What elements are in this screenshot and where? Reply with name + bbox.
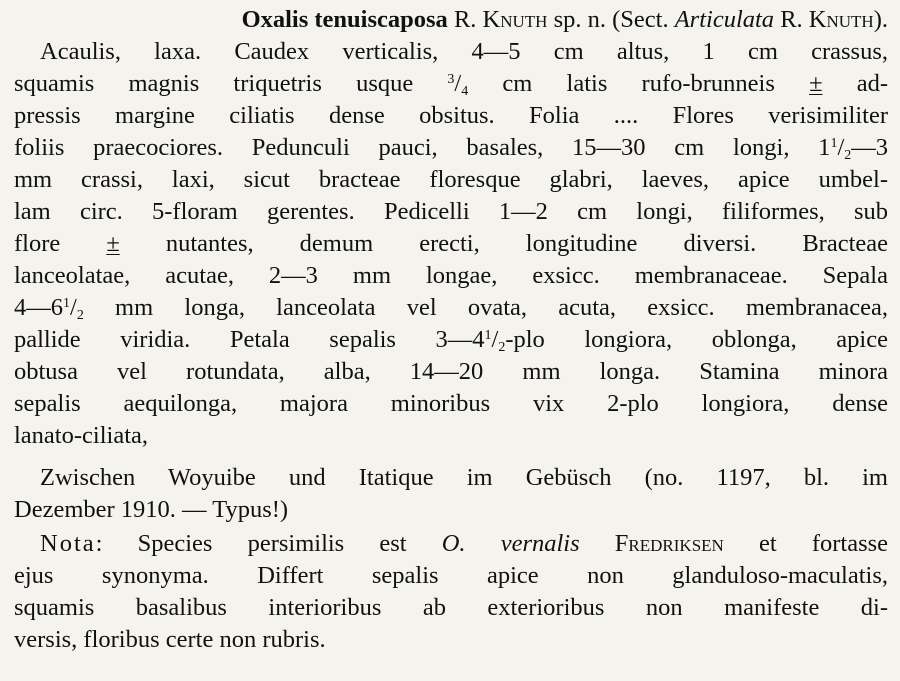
nota-line: versis, floribus certe non rubris. (14, 626, 326, 653)
nota-line: ejus synonyma. Differt sepalis apice non glanduloso-maculatis, (14, 562, 888, 589)
compared-species: O. vernalis (441, 530, 580, 557)
section-name: Articulata (674, 6, 775, 33)
section-author: Knuth (808, 6, 874, 33)
species-name: Oxalis tenuiscaposa (241, 6, 448, 33)
description-line: lanato-ciliata, (14, 422, 148, 449)
description-line: flore ± nutantes, demum erecti, longitudine diversi. Bracteae (14, 230, 888, 257)
description-line: lam circ. 5-floram gerentes. Pedicelli 1—2 cm longi, filiformes, sub (14, 198, 888, 225)
description-line: obtusa vel rotundata, alba, 14—20 mm longa. Stamina minora (14, 358, 888, 385)
description-line: pressis margine ciliatis dense obsitus. Folia .... Flores verisimiliter (14, 102, 888, 129)
locality-line: Zwischen Woyuibe und Itatique im Gebüsch (no. 1197, bl. im (40, 464, 888, 491)
locality-line: Dezember 1910. — Typus!) (14, 496, 289, 523)
description-line: squamis magnis triquetris usque $^3/_4$ cm latis rufo-brunneis ± ad- (14, 70, 889, 99)
nota-line: Nota: Species persimilis est O. vernalis Fredriksen et fortasse (40, 530, 889, 557)
description-line: Acaulis, laxa. Caudex verticalis, 4—5 cm altus, 1 cm crassus, (40, 38, 888, 65)
description-line: lanceolatae, acutae, 2—3 mm longae, exsicc. membranaceae. Sepala (14, 262, 888, 289)
description-line: pallide viridia. Petala sepalis $3—4^1/_2$-plo longiora, oblonga, apice (14, 326, 888, 355)
species-heading: Oxalis tenuiscaposa R. Knuth sp. n. (Sect. Articulata R. Knuth). (241, 6, 888, 33)
nota-label: Nota (40, 530, 96, 557)
nota-line: squamis basalibus interioribus ab exterioribus non manifeste di- (14, 594, 888, 621)
author-name: Knuth (482, 6, 548, 33)
description-line: sepalis aequilonga, majora minoribus vix 2-plo longiora, dense (14, 390, 888, 417)
description-line: foliis praecociores. Pedunculi pauci, basales, 15—30 cm longi, $1^1/_2—3$ (14, 134, 888, 163)
description-line: $4—6^1/_2$ mm longa, lanceolata vel ovata, acuta, exsicc. membranacea, (14, 294, 888, 323)
description-line: mm crassi, laxi, sicut bracteae floresque glabri, laeves, apice umbel- (14, 166, 888, 193)
